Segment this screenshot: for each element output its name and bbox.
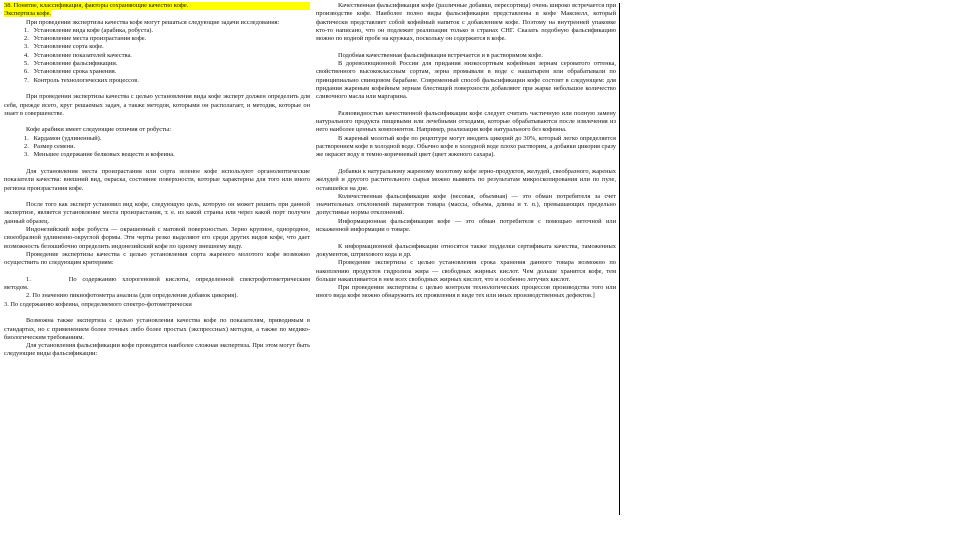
criterion-1 [4, 276, 310, 293]
criterion-3: 3. По содержанию кофеина, определяемого спектро-фотометрически [4, 300, 192, 308]
list-item: 6. Установление срока хранения. [24, 68, 117, 76]
list-item: 3. Установление сорта кофе. [24, 43, 104, 51]
paragraph-prerevolution: В дореволюционной России для придания низкосортным кофейным зернам сероватого оттенка, свойственного высококлассным сортам, зерна промывали в воде с нашатырем или обрабатывали по принципиально свинцовом барабане. Современный способ фальсификации кофе состоит в следующем: для придания жареным кофейным зернам блестящей поверхности добавляют при жарке небольшое количество сливочного масла или маргарина. [316, 60, 616, 101]
paragraph-certificates: К информационной фальсификации относятся также подделки сертификата качества, таможенных документов, штрихового кода и др. [316, 242, 616, 258]
list-item: 1. Кардамон (удлиненный). [24, 134, 102, 142]
criterion-1-number: 1. [26, 275, 31, 283]
heading [4, 2, 310, 19]
list-item: 7. Контроль технологических процессов. [24, 76, 139, 84]
paragraph-storage: Проведение экспертизы с целью установления срока хранения данного товара возможно по накоплению продуктов гидролиза жира — свободных жирных кислот. Чем дольше хранится кофе, тем больше накапливается в нем всех свободных жирных кислот, что и особенно летучих кислот. [316, 259, 616, 283]
paragraph-place: Для установления места произрастания или сорта зеленое кофе используют органолептические показатели качества: внешний вид, окраска, состояние поверхности, которые характерны для того или иного региона произрастания кофе. [4, 167, 310, 192]
paragraph-informational: Информационная фальсификация кофе — это обман потребителя с помощью неточной или искаженной информации о товаре. [316, 217, 616, 234]
paragraph-indonesian: Индонезийский кофе робуста — окрашенный с матовой поверхностью. Зерно крупное, однородное, своеобразной удлиненно-округлой формы. Эти черты резко выделяют его среди других видов кофе, что дает возможность безошибочно определить индонезийский кофе по одному внешнему виду. [4, 226, 310, 250]
heading-line-2: Экспертиза кофе. [4, 10, 52, 18]
paragraph-arabica-intro: Кофе арабики имеет следующие отличия от робусты: [26, 126, 171, 134]
paragraph-instant-coffee: Подобная качественная фальсификация встречается и в растворимом кофе. [338, 51, 543, 59]
list-item: 4. Установление показателей качества. [24, 51, 132, 59]
list-item: 3. Меньшее содержание белковых веществ и кофеина. [24, 151, 175, 159]
intro-paragraph: При проведении экспертизы качества кофе могут решаться следующие задачи исследования: [26, 18, 280, 26]
criterion-2: 2. По значению пикнофотометра анализа (для определения добавок цикория). [26, 292, 238, 300]
right-column [316, 2, 616, 534]
list-item: 2. Размер семени. [24, 143, 76, 151]
paragraph-quantitative: Количественная фальсификация кофе (весовая, объемная) — это обман потребителя за счет значительных отклонений параметров товара (массы, объема, длины и т. п.), превышающих предельно допустимые нормы отклонений. [316, 192, 616, 217]
paragraph-expert: При проведении экспертизы качества с целью установления вида кофе эксперт должен определить для себя, прежде всего, круг решаемых задач, а также методов, которыми он располагает, и методик, которые он знает в совершенстве. [4, 93, 310, 117]
paragraph-after: После того как эксперт установил вид кофе, следующую цель, которую он может решить при данной экспертизе, является установление места произрастания, т. е. из какой страны или через какой порт получен данный образец. [4, 201, 310, 225]
criterion-1-text: По содержанию хлорогеновой кислоты, определенной спектрофотометрическим методом. [4, 275, 310, 292]
paragraph-possible: Возможна также экспертиза с целью установления качества кофе по показателям, приводимым в стандартах, но с применением более точных либо более простых (экспрессных) методов, а также по медико-биологическим требованиям. [4, 317, 310, 341]
paragraph-qualitative-falsification: Качественная фальсификация кофе (различные добавки, пересортица) очень широко встречается при производстве кофе. Наиболее полно виды фальсификации представлены в кофе Максвелл, который фактически представляет собой кофейный напиток с добавлением кофе. Поэтому на внутренней упаковке кто-то написано, что он подлежит реализации только в странах СНГ. Сказать подобную фальсификацию можно по водной пробе на кружках, поскольку он содержится в кофе. [316, 2, 616, 43]
list-item: 2. Установление места произрастания кофе. [24, 35, 147, 43]
paragraph-technology: При проведении экспертизы с целью контроля технологических процессов производства того или иного вида кофе можно обнаружить их проявления в виде тех или иных производственных дефектов.] [316, 284, 616, 300]
list-item: 5. Установление фальсификации. [24, 60, 118, 68]
heading-line-1: 38. Понятие, классификация, факторы сохраняющие качество кофе. [4, 2, 310, 10]
paragraph-chicory: В жареный молотый кофе по рецептуре могут вводить цикорий до 30%, который легко определяется растворением кофе в холодной воде. Обычно кофе в холодной воде плохо растворим, а добавки цикория сразу же окрасят воду в темно-коричневый цвет (цвет жженого сахара). [316, 134, 616, 159]
page-edge-divider [619, 3, 620, 515]
arabica-list [4, 135, 310, 160]
paragraph-additives: Добавки к натуральному жареному молотому кофе зерно-продуктов, желудей, свеобразного, жареных желудей и другого растительного сырья можно выявить по результатам микроскопирования или по пуле, оставшейся на дне. [316, 167, 616, 192]
list-item: 1. Установление вида кофе (арабика, робуста). [24, 26, 154, 34]
paragraph-quality: Проведение экспертизы качества с целью установления сорта жареного молотого кофе возможно осуществить по следующим критериям: [4, 250, 310, 267]
paragraph-falsification: Для установления фальсификации кофе проводится наиболее сложная экспертиза. При этом могут быть следующие виды фальсификации: [4, 342, 310, 358]
left-column [4, 2, 310, 534]
paragraph-variety: Разновидностью качественной фальсификации кофе следует считать частичную или полную замену натурального продукта пищевыми или лечебными отходами, которые обрабатываются после извлечения из него наиболее ценных компонентов. Например, реализация кофе натурального без кофеина. [316, 109, 616, 134]
tasks-list [4, 27, 310, 85]
